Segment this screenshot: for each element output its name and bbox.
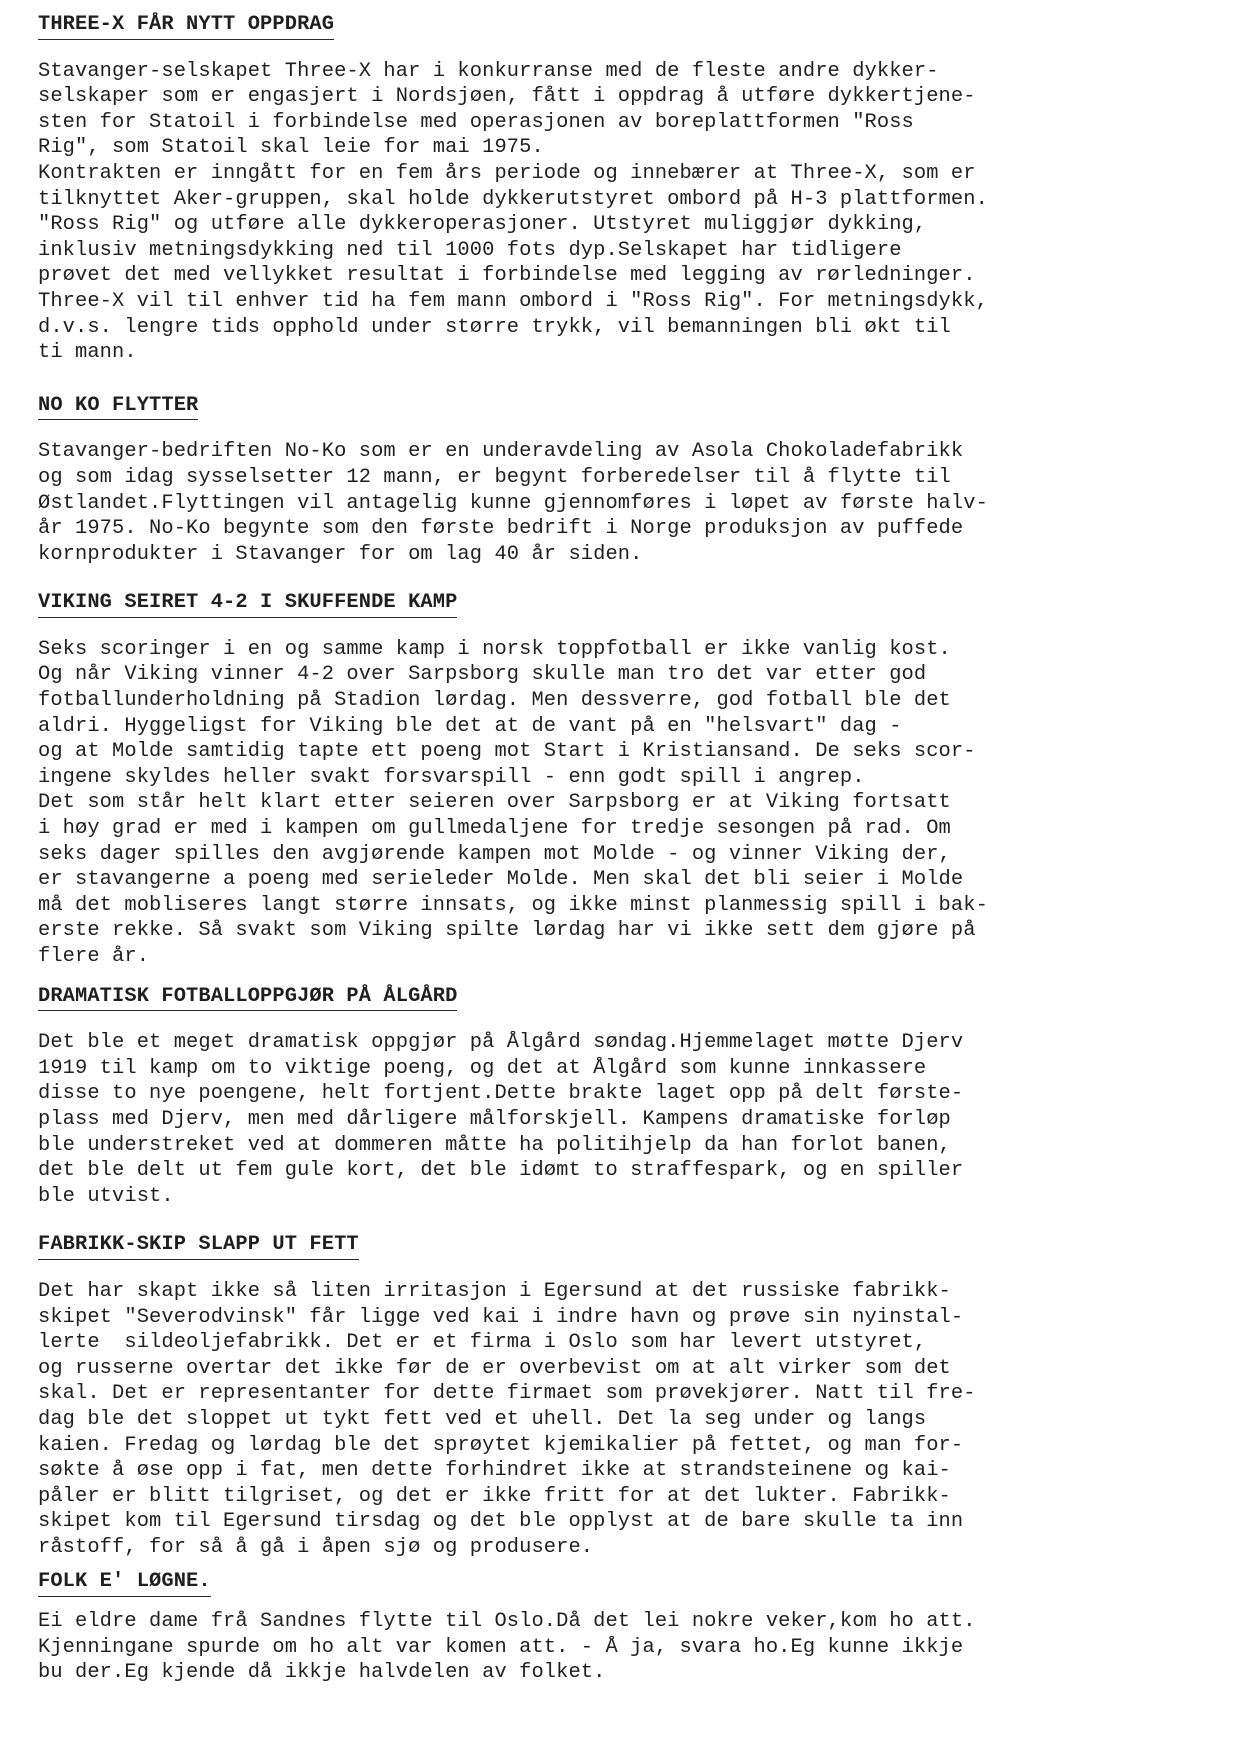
body-line: Stavanger-bedriften No-Ko som er en underavdeling av Asola Chokoladefabrikk: [38, 440, 964, 464]
body-line: dag ble det sloppet ut tykt fett ved et uhell. Det la seg under og langs: [38, 1407, 927, 1431]
body-line: ble utvist.: [38, 1184, 174, 1208]
body-line: sten for Statoil i forbindelse med operasjonen av boreplattformen "Ross: [38, 110, 914, 134]
body-line: 1919 til kamp om to viktige poeng, og det at Ålgård som kunne innkassere: [38, 1056, 927, 1080]
body-line: Rig", som Statoil skal leie for mai 1975.: [38, 136, 544, 160]
body-line: ti mann.: [38, 341, 137, 365]
article-headline: VIKING SEIRET 4-2 I SKUFFENDE KAMP: [38, 590, 457, 618]
article-algard: [38, 984, 1194, 1210]
body-line: ble understreket ved at dommeren måtte ha politihjelp da han forlot banen,: [38, 1133, 951, 1157]
body-line: lerte sildeoljefabrikk. Det er et firma i Oslo som har levert utstyret,: [38, 1331, 927, 1355]
article-headline: FOLK E' LØGNE.: [38, 1569, 211, 1597]
article-viking: [38, 590, 1194, 969]
article-body: [38, 637, 1194, 970]
body-line: Østlandet.Flyttingen vil antagelig kunne gjennomføres i løpet av første halv-: [38, 491, 988, 515]
body-line: skipet "Severodvinsk" får ligge ved kai i indre havn og prøve sin nyinstal-: [38, 1305, 964, 1329]
body-line: Det ble et meget dramatisk oppgjør på Ålgård søndag.Hjemmelaget møtte Djerv: [38, 1031, 964, 1055]
body-line: og at Molde samtidig tapte ett poeng mot Start i Kristiansand. De seks scor-: [38, 740, 976, 764]
body-line: plass med Djerv, men med dårligere målforskjell. Kampens dramatiske forløp: [38, 1107, 951, 1131]
body-line: skal. Det er representanter for dette firmaet som prøvekjører. Natt til fre-: [38, 1382, 976, 1406]
body-line: ingene skyldes heller svakt forsvarspill - enn godt spill i angrep.: [38, 765, 865, 789]
body-line: det ble delt ut fem gule kort, det ble idømt to straffespark, og en spiller: [38, 1159, 964, 1183]
body-line: kornprodukter i Stavanger for om lag 40 år siden.: [38, 542, 643, 566]
article-no-ko: [38, 393, 1194, 568]
article-body: [38, 439, 1194, 567]
body-line: d.v.s. lengre tids opphold under større trykk, vil bemanningen bli økt til: [38, 315, 951, 339]
article-headline: DRAMATISK FOTBALLOPPGJØR PÅ ÅLGÅRD: [38, 984, 457, 1012]
body-line: Three-X vil til enhver tid ha fem mann ombord i "Ross Rig". For metningsdykk,: [38, 289, 988, 313]
article-body: [38, 1030, 1194, 1209]
body-line: påler er blitt tilgriset, og det er ikke fritt for at det lukter. Fabrikk-: [38, 1484, 951, 1508]
body-line: råstoff, for så å gå i åpen sjø og produsere.: [38, 1535, 594, 1559]
body-line: i høy grad er med i kampen om gullmedaljene for tredje sesongen på rad. Om: [38, 817, 951, 841]
body-line: Kjenningane spurde om ho alt var komen att. - Å ja, svara ho.Eg kunne ikkje: [38, 1635, 964, 1659]
body-line: prøvet det med vellykket resultat i forbindelse med legging av rørledninger.: [38, 264, 976, 288]
article-body: [38, 1279, 1194, 1561]
body-line: "Ross Rig" og utføre alle dykkeroperasjoner. Utstyret muliggjør dykking,: [38, 213, 927, 237]
body-line: skipet kom til Egersund tirsdag og det ble opplyst at de bare skulle ta inn: [38, 1510, 964, 1534]
body-line: søkte å øse opp i fat, men dette forhindret ikke at strandsteinene og kai-: [38, 1459, 951, 1483]
article-fabrikk-skip: [38, 1232, 1194, 1560]
body-line: seks dager spilles den avgjørende kampen mot Molde - og vinner Viking der,: [38, 842, 951, 866]
body-line: kaien. Fredag og lørdag ble det sprøytet kjemikalier på fettet, og man for-: [38, 1433, 964, 1457]
article-headline: THREE-X FÅR NYTT OPPDRAG: [38, 12, 334, 40]
body-line: inklusiv metningsdykking ned til 1000 fots dyp.Selskapet har tidligere: [38, 238, 902, 262]
article-body: [38, 1609, 1194, 1686]
body-line: Og når Viking vinner 4-2 over Sarpsborg skulle man tro det var etter god: [38, 663, 927, 687]
body-line: Ei eldre dame frå Sandnes flytte til Oslo.Då det lei nokre veker,kom ho att.: [38, 1610, 976, 1634]
body-line: og russerne overtar det ikke før de er overbevist om at alt virker som det: [38, 1356, 951, 1380]
article-body: [38, 59, 1194, 366]
body-line: flere år.: [38, 945, 150, 968]
article-three-x: [38, 12, 1194, 366]
body-line: bu der.Eg kjende då ikkje halvdelen av folket.: [38, 1661, 606, 1685]
article-folk-e-logne: [38, 1569, 1194, 1685]
article-headline: NO KO FLYTTER: [38, 393, 198, 421]
body-line: aldri. Hyggeligst for Viking ble det at de vant på en "helsvart" dag -: [38, 714, 902, 738]
body-line: Stavanger-selskapet Three-X har i konkurranse med de fleste andre dykker-: [38, 59, 939, 83]
body-line: erste rekke. Så svakt som Viking spilte lørdag har vi ikke sett dem gjøre på: [38, 919, 976, 943]
body-line: disse to nye poengene, helt fortjent.Dette brakte laget opp på delt første-: [38, 1082, 964, 1106]
body-line: Seks scoringer i en og samme kamp i norsk toppfotball er ikke vanlig kost.: [38, 637, 951, 661]
body-line: Det har skapt ikke så liten irritasjon i Egersund at det russiske fabrikk-: [38, 1279, 951, 1303]
body-line: selskaper som er engasjert i Nordsjøen, fått i oppdrag å utføre dykkertjene-: [38, 85, 976, 109]
body-line: og som idag sysselsetter 12 mann, er begynt forberedelser til å flytte til: [38, 465, 951, 489]
body-line: må det mobliseres langt større innsats, og ikke minst planmessig spill i bak-: [38, 893, 988, 917]
body-line: tilknyttet Aker-gruppen, skal holde dykkerutstyret ombord på H-3 plattformen.: [38, 187, 988, 211]
body-line: år 1975. No-Ko begynte som den første bedrift i Norge produksjon av puffede: [38, 517, 964, 541]
body-line: er stavangerne a poeng med serieleder Molde. Men skal det bli seier i Molde: [38, 868, 964, 892]
body-line: fotballunderholdning på Stadion lørdag. Men dessverre, god fotball ble det: [38, 689, 951, 713]
article-headline: FABRIKK-SKIP SLAPP UT FETT: [38, 1232, 359, 1260]
body-line: Det som står helt klart etter seieren over Sarpsborg er at Viking fortsatt: [38, 791, 951, 815]
body-line: Kontrakten er inngått for en fem års periode og innebærer at Three-X, som er: [38, 161, 976, 185]
